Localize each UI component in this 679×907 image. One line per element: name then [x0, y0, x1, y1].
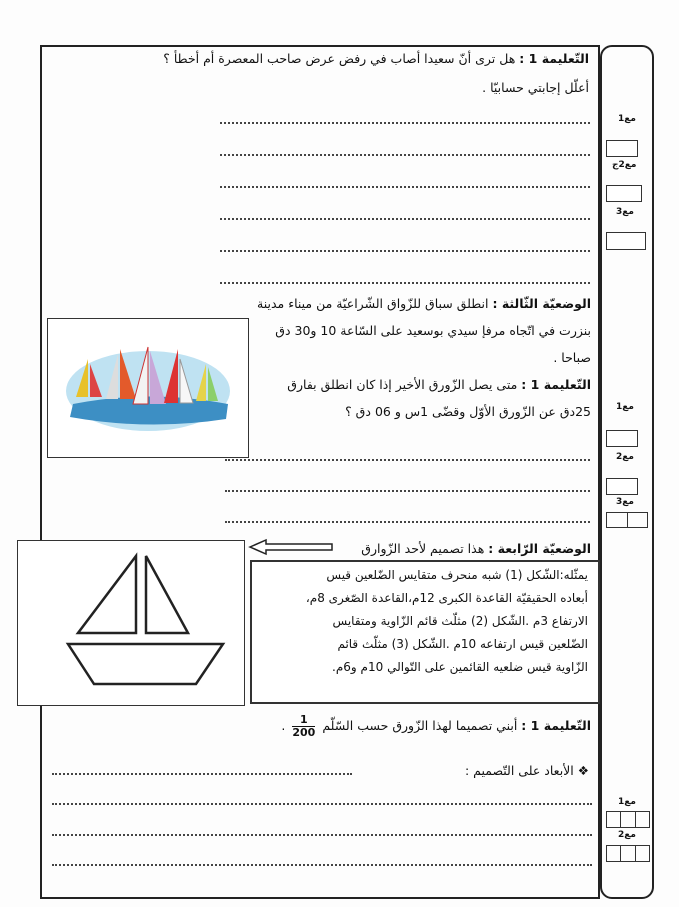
grade-box[interactable] — [606, 232, 646, 250]
situation4-task: التّعليمة 1 : أبني تصميما لهذا الزّورق حسب السّلّم $\frac{1}{200}$ . — [281, 713, 591, 739]
grade-box[interactable] — [606, 140, 638, 157]
task1-text: هل ترى أنّ سعيدا أصاب في رفض عرض صاحب المعصرة أم أخطأ ؟ — [163, 51, 516, 66]
grade-box[interactable] — [606, 811, 650, 828]
answer-line[interactable] — [220, 122, 590, 124]
situation3-text — [251, 290, 591, 425]
situation4-task-label: التّعليمة 1 : — [521, 718, 591, 733]
situation3-task-line2: 25دق عن الزّورق الأوّل وقضّى 1س و 06 دق ؟ — [345, 404, 591, 419]
criterion-label: مع2 — [616, 452, 634, 462]
dims-label-text: الأبعاد على التّصميم : — [464, 763, 574, 778]
answer-line[interactable] — [225, 459, 590, 461]
answer-line[interactable] — [220, 250, 590, 252]
answer-line[interactable] — [220, 282, 590, 284]
bullet-icon: ❖ — [577, 763, 589, 778]
criterion-label: مع2 — [618, 830, 636, 840]
grade-box[interactable] — [606, 430, 638, 447]
scale-denominator: 200 — [292, 726, 316, 739]
criterion-label: مع1 — [616, 402, 634, 412]
answer-line[interactable] — [220, 186, 590, 188]
answer-line[interactable] — [225, 521, 590, 523]
situation3-line3: صباحا . — [553, 350, 591, 365]
situation3-label: الوضعيّة الثّالثة : — [492, 296, 591, 311]
sailboats-image — [47, 318, 249, 458]
task1-question — [49, 45, 589, 72]
task1-label: التّعليمة 1 : — [519, 51, 589, 66]
grade-box[interactable] — [606, 845, 650, 862]
scale-fraction — [292, 714, 315, 739]
dimensions-label — [349, 757, 589, 784]
description-line: الارتفاع 3م .الشّكل (2) مثلّث قائم الزّاوية ومتقايس — [332, 614, 588, 628]
description-line: الضّلعين قيس ارتفاعه 10م .الشّكل (3) مثلّث قائم — [337, 637, 588, 651]
description-line: يمثّله:الشّكل (1) شبه منحرف متقايس الضّلعين قيس — [326, 568, 588, 582]
answer-line[interactable] — [52, 803, 592, 805]
answer-line[interactable] — [52, 834, 592, 836]
criterion-label: مع3 — [616, 497, 634, 507]
grading-column — [600, 45, 654, 899]
arrow-left-icon — [248, 538, 334, 556]
boat-design-figure — [17, 540, 245, 706]
answer-line[interactable] — [52, 864, 592, 866]
situation3-line2: بنزرت في اتّجاه مرفإ سيدي بوسعيد على السّاعة 10 و30 دق — [275, 323, 591, 338]
grade-box[interactable] — [606, 185, 642, 202]
situation3-task-line1: متى يصل الزّورق الأخير إذا كان انطلق بفارق — [287, 377, 518, 392]
task1-instruction: أعلّل إجابتي حسابيّا . — [482, 80, 589, 95]
answer-line[interactable] — [220, 154, 590, 156]
situation4-task-text: أبني تصميما لهذا الزّورق حسب السّلّم — [322, 718, 518, 733]
situation3-line1: انطلق سباق للزّواق الشّراعيّة من ميناء مدينة — [257, 296, 489, 311]
criterion-label: مع3 — [616, 207, 634, 217]
criterion-label: مع1 — [618, 114, 636, 124]
criterion-label: مع2ج — [612, 160, 637, 170]
situation3-task-label: التّعليمة 1 : — [521, 377, 591, 392]
situation4-heading — [331, 535, 591, 562]
answer-line[interactable] — [52, 773, 352, 775]
grade-box[interactable] — [606, 512, 648, 528]
answer-line[interactable] — [225, 490, 590, 492]
description-line: أبعاده الحقيقيّة القاعدة الكبرى 12م،القاعدة الصّغرى 8م، — [305, 591, 588, 605]
situation4-intro: هذا تصميم لأحد الزّوارق — [361, 541, 485, 556]
grade-box[interactable] — [606, 478, 638, 495]
design-description-box — [250, 560, 600, 704]
scale-numerator: 1 — [292, 714, 315, 727]
criterion-label: مع1 — [618, 797, 636, 807]
description-line: الزّاوية قيس ضلعيه القائمين على التّوالي 10م و6م. — [332, 660, 588, 674]
situation4-label: الوضعيّة الرّابعة : — [488, 541, 591, 556]
answer-line[interactable] — [220, 218, 590, 220]
